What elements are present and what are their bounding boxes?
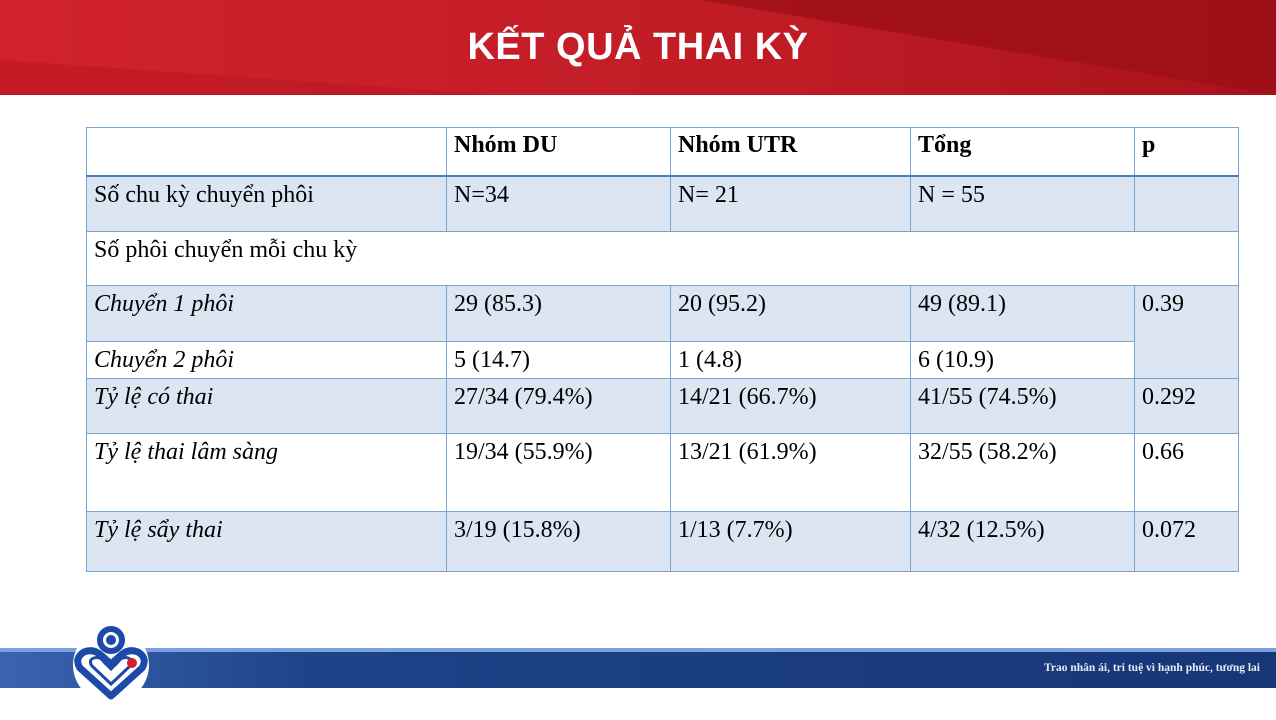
cell-p — [1135, 176, 1239, 232]
header-cell-utr: Nhóm UTR — [671, 128, 911, 176]
cell-total: 49 (89.1) — [911, 286, 1135, 342]
row-label: Tỷ lệ sẩy thai — [87, 512, 447, 572]
cell-du: 3/19 (15.8%) — [447, 512, 671, 572]
cell-total: 6 (10.9) — [911, 342, 1135, 379]
header-cell-du: Nhóm DU — [447, 128, 671, 176]
cell-total: N = 55 — [911, 176, 1135, 232]
table-row — [87, 434, 1239, 512]
header-cell-p: p — [1135, 128, 1239, 176]
header-cell-empty — [87, 128, 447, 176]
table-row — [87, 342, 1239, 379]
cell-p: 0.66 — [1135, 434, 1239, 512]
cell-utr: 1 (4.8) — [671, 342, 911, 379]
footer-slogan: Trao nhân ái, tri tuệ vì hạnh phúc, tương lai — [1044, 662, 1260, 674]
hospital-logo-icon — [70, 622, 152, 704]
table-row — [87, 379, 1239, 434]
table-row — [87, 512, 1239, 572]
row-label: Chuyển 1 phôi — [87, 286, 447, 342]
cell-total: 41/55 (74.5%) — [911, 379, 1135, 434]
table-row — [87, 286, 1239, 342]
row-label: Tỷ lệ thai lâm sàng — [87, 434, 447, 512]
cell-p: 0.292 — [1135, 379, 1239, 434]
cell-p: 0.072 — [1135, 512, 1239, 572]
row-label: Chuyển 2 phôi — [87, 342, 447, 379]
row-label: Số chu kỳ chuyển phôi — [87, 176, 447, 232]
table-header-row — [87, 128, 1239, 176]
page-title: KẾT QUẢ THAI KỲ — [467, 26, 809, 68]
cell-utr: 1/13 (7.7%) — [671, 512, 911, 572]
table-section-row — [87, 232, 1239, 286]
header-cell-total: Tổng — [911, 128, 1135, 176]
cell-du: N=34 — [447, 176, 671, 232]
cell-utr: 14/21 (66.7%) — [671, 379, 911, 434]
cell-du: 5 (14.7) — [447, 342, 671, 379]
results-table — [86, 127, 1239, 572]
cell-total: 4/32 (12.5%) — [911, 512, 1135, 572]
cell-du: 27/34 (79.4%) — [447, 379, 671, 434]
row-label: Tỷ lệ có thai — [87, 379, 447, 434]
section-label: Số phôi chuyển mỗi chu kỳ — [87, 232, 1239, 286]
cell-utr: 20 (95.2) — [671, 286, 911, 342]
cell-utr: N= 21 — [671, 176, 911, 232]
cell-total: 32/55 (58.2%) — [911, 434, 1135, 512]
cell-p-merged: 0.39 — [1135, 286, 1239, 379]
cell-du: 19/34 (55.9%) — [447, 434, 671, 512]
cell-utr: 13/21 (61.9%) — [671, 434, 911, 512]
table-row — [87, 176, 1239, 232]
cell-du: 29 (85.3) — [447, 286, 671, 342]
